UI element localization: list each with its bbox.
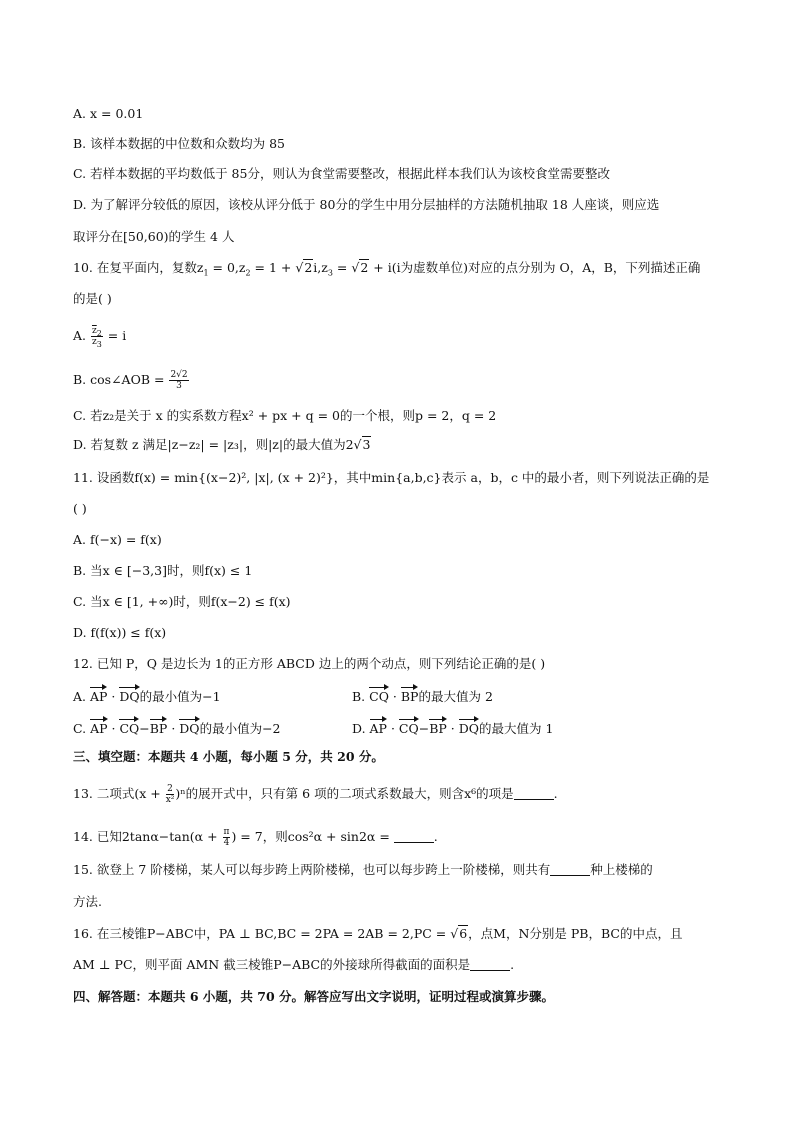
answer-blank[interactable] xyxy=(394,830,434,843)
vector: BP xyxy=(429,718,447,737)
q12-option-d: D. AP · CQ−BP · DQ的最大值为 1 xyxy=(352,718,553,737)
section-3-heading: 三、填空题：本题共 4 小题，每小题 5 分，共 20 分。 xyxy=(73,749,384,764)
q15-line1: 15. 欲登上 7 阶楼梯，某人可以每步跨上两阶楼梯，也可以每步跨上一阶楼梯，则共有 种上楼梯的 xyxy=(73,862,653,877)
q11-stem-line2: ( ) xyxy=(73,501,87,516)
q10-stem-line1: 10. 在复平面内，复数$z_1 = 0,z_2 = 1 + √2i,z_3 = √2 + i(i$为虚数单位)对应的点分别为 O，A，B，下列描述正确 xyxy=(73,260,701,278)
q10-stem-part: = xyxy=(332,260,352,275)
q10-stem-part: + i(i为虚数单位)对应的点分别为 O，A，B，下列描述正确 xyxy=(369,260,701,275)
answer-blank[interactable] xyxy=(470,958,510,971)
q15-line2: 方法. xyxy=(73,894,102,909)
q11-option-b: B. 当x ∈ [−3,3]时，则f(x) ≤ 1 xyxy=(73,563,253,578)
fraction: $\frac{2}{\text{x²}}$ xyxy=(165,784,175,805)
q11-option-a: A. f(−x) = f(x) xyxy=(73,532,162,547)
q9-option-a: A. x = 0.01 xyxy=(73,106,144,121)
q16-line1: 16. 在三棱锥P−ABC中，PA ⊥ BC,BC = 2PA = 2AB = 2,PC = √6，点M，N分别是 PB，BC的中点，且 xyxy=(73,926,683,941)
answer-blank[interactable] xyxy=(514,787,554,800)
q14: 14. 已知2tanα−tan(α + $\frac{\pi}{4}$ ) = 7，则cos²α + sin2α = . xyxy=(73,827,438,848)
q13: 13. 二项式(x + $\frac{2}{\text{x²}}$ )ⁿ的展开式中，只有第 6 项的二项式系数最大，则含x⁶的项是 . xyxy=(73,784,558,805)
sqrt-symbol: √6 xyxy=(450,926,468,941)
q16-line2: AM ⊥ PC，则平面 AMN 截三棱锥P−ABC的外接球所得截面的面积是 . xyxy=(73,957,515,972)
q11-option-d: D. f(f(x)) ≤ f(x) xyxy=(73,625,167,640)
q10-stem-part: 10. 在复平面内，复数z xyxy=(73,260,204,275)
vector: BP xyxy=(150,718,168,737)
vector: DQ xyxy=(179,718,199,737)
q12-stem: 12. 已知 P，Q 是边长为 1的正方形 ABCD 边上的两个动点，则下列结论正确的是( ) xyxy=(73,656,546,671)
sqrt-symbol: √2 xyxy=(295,260,313,275)
sqrt-symbol: √3 xyxy=(353,437,371,452)
fraction: $\frac{2√2}{3}$ xyxy=(170,370,188,391)
q10-stem-part: i,z xyxy=(313,260,328,275)
vector: CQ xyxy=(399,718,419,737)
vector: AP xyxy=(90,718,107,737)
q9-option-b: B. 该样本数据的中位数和众数均为 85 xyxy=(73,136,286,151)
vector: AP xyxy=(90,686,107,705)
vector: BP xyxy=(401,686,419,705)
q9-option-d-line1: D. 为了解评分较低的原因，该校从评分低于 80分的学生中用分层抽样的方法随机抽取 18 人座谈，则应选 xyxy=(73,197,660,212)
q9-option-d-line2: 取评分在[50,60)的学生 4 人 xyxy=(73,229,235,244)
sqrt-symbol: √2 xyxy=(351,260,369,275)
vector: AP xyxy=(370,718,387,737)
q10-option-b: B. cos∠AOB = $\frac{2√2}{3}$ xyxy=(73,370,188,391)
q12-option-c: C. AP · CQ−BP · DQ的最小值为−2 xyxy=(73,718,281,737)
vector: CQ xyxy=(119,718,139,737)
q11-stem-line1: 11. 设函数f(x) = min{(x−2)², |x|, (x + 2)²}，其中min{a,b,c}表示 a，b，c 中的最小者，则下列说法正确的是 xyxy=(73,470,710,485)
q10-option-a: A. $\frac{\overline{z}_2}{z_3}$ = i xyxy=(73,326,127,349)
q9-option-c: C. 若样本数据的平均数低于 85分，则认为食堂需要整改，根据此样本我们认为该校食堂需要整改 xyxy=(73,166,610,181)
q10-stem-part: = 1 + xyxy=(250,260,296,275)
section-4-heading: 四、解答题：本题共 6 小题，共 70 分。解答应写出文字说明，证明过程或演算步骤。 xyxy=(73,989,555,1004)
q10-stem-line2: 的是( ) xyxy=(73,291,112,306)
answer-blank[interactable] xyxy=(550,863,590,876)
fraction: $\frac{\pi}{4}$ xyxy=(223,827,230,848)
q10-option-d: D. 若复数 z 满足|z−z₂| = |z₃|，则|z|的最大值为2√3 xyxy=(73,437,371,452)
q12-option-a: A. AP · DQ的最小值为−1 xyxy=(73,686,221,705)
q11-option-c: C. 当x ∈ [1, +∞)时，则f(x−2) ≤ f(x) xyxy=(73,594,291,609)
q10-stem-part: = 0,z xyxy=(208,260,246,275)
q12-option-b: B. CQ · BP的最大值为 2 xyxy=(352,686,493,705)
fraction: $\frac{\overline{z}_2}{z_3}$ xyxy=(91,326,102,349)
vector: CQ xyxy=(369,686,389,705)
vector: DQ xyxy=(459,718,479,737)
vector: DQ xyxy=(119,686,139,705)
q10-option-c: C. 若z₂是关于 x 的实系数方程x² + px + q = 0的一个根，则p = 2，q = 2 xyxy=(73,408,497,423)
